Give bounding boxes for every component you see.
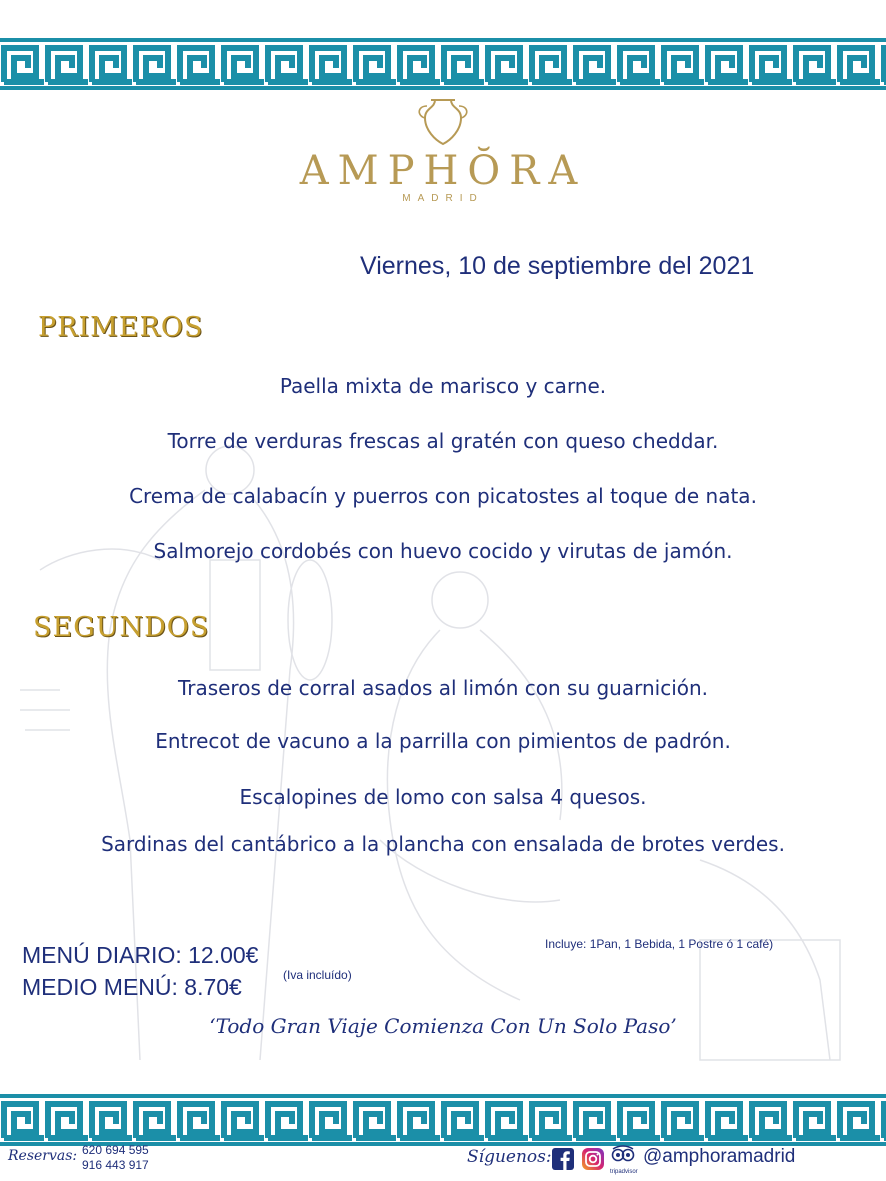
dish-primero-4: Salmorejo cordobés con huevo cocido y virutas de jamón. — [153, 539, 733, 563]
tripadvisor-icon[interactable] — [610, 1144, 636, 1174]
iva-note: (Iva incluído) — [283, 968, 352, 982]
phone-number-1[interactable]: 620 694 595 — [82, 1143, 149, 1157]
price-medio-menu: MEDIO MENÚ: 8.70€ — [22, 974, 242, 1000]
tripadvisor-text: tripadvisor — [610, 1169, 638, 1175]
dish-segundo-2: Entrecot de vacuno a la parrilla con pimientos de padrón. — [155, 729, 731, 753]
menu-date: Viernes, 10 de septiembre del 2021 — [360, 252, 755, 280]
dish-primero-3: Crema de calabacín y puerros con picatostes al toque de nata. — [129, 484, 757, 508]
dish-segundo-1: Traseros de corral asados al limón con su guarnición. — [177, 676, 709, 700]
greek-key-border-bottom — [0, 1094, 886, 1146]
reservas-label: Reservas: — [8, 1148, 78, 1164]
instagram-icon[interactable] — [582, 1148, 604, 1170]
dish-primero-1: Paella mixta de marisco y carne. — [279, 374, 607, 398]
follow-label: Síguenos: — [467, 1147, 552, 1167]
includes-note: Incluye: 1Pan, 1 Bebida, 1 Postre ó 1 café) — [545, 937, 774, 951]
section-title-segundos: SEGUNDOS — [33, 612, 210, 643]
menu-quote: ‘Todo Gran Viaje Comienza Con Un Solo Paso’ — [209, 1014, 677, 1038]
social-handle[interactable]: @amphoramadrid — [643, 1146, 796, 1167]
amphora-vase-icon — [413, 98, 473, 146]
amphora-logo — [0, 98, 886, 213]
facebook-icon[interactable] — [552, 1148, 574, 1170]
greek-key-border-top — [0, 38, 886, 90]
dish-segundo-3: Escalopines de lomo con salsa 4 quesos. — [239, 785, 647, 809]
brand-name: AMPHŎRA — [299, 148, 587, 194]
section-title-primeros: PRIMEROS — [38, 312, 204, 343]
dish-segundo-4: Sardinas del cantábrico a la plancha con ensalada de brotes verdes. — [101, 832, 785, 856]
dish-primero-2: Torre de verduras frescas al gratén con queso cheddar. — [167, 429, 719, 453]
phone-number-2[interactable]: 916 443 917 — [82, 1158, 149, 1172]
brand-city: MADRID — [402, 193, 484, 204]
price-menu-diario: MENÚ DIARIO: 12.00€ — [22, 942, 259, 968]
